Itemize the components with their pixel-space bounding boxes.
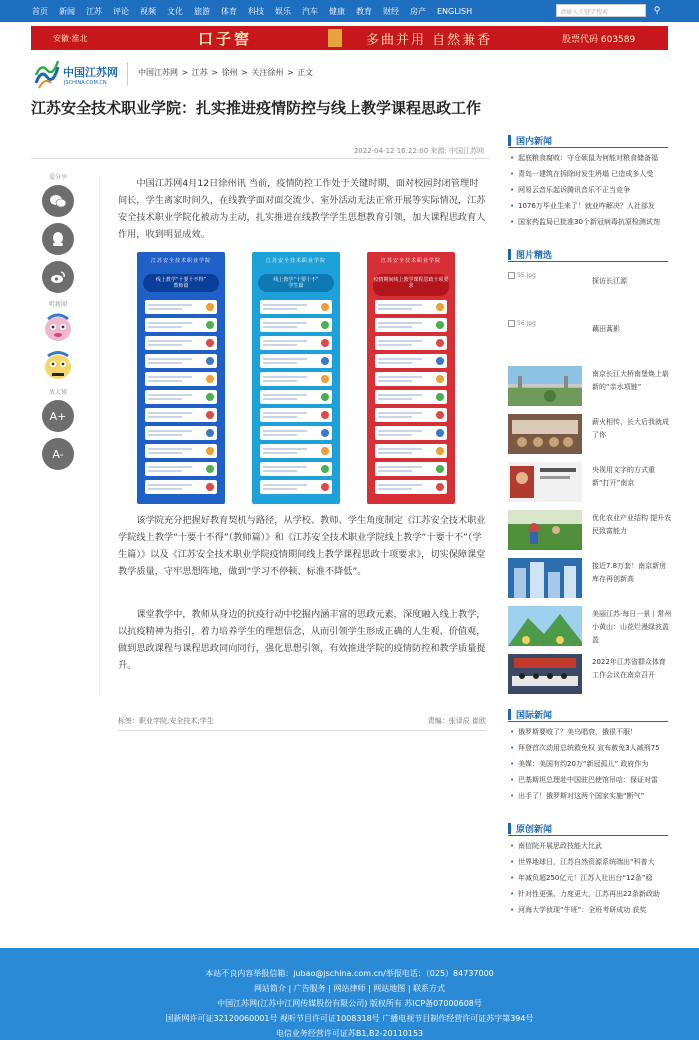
banner-stock-code: 股票代码 603589 [562, 34, 636, 45]
poster-rule-line [378, 304, 422, 306]
listen-news-label: 听新闻 [48, 301, 67, 308]
list-item[interactable]: • 1076万毕业生来了！就业咋解决？人社部发 [508, 198, 668, 214]
poster-rule-row [145, 372, 217, 386]
poster-rule-icon [206, 321, 214, 329]
nav-item-auto[interactable]: 汽车 [302, 6, 318, 16]
poster-rule-row [375, 372, 447, 386]
poster-rule-line [148, 304, 192, 306]
poster-rule-icon [436, 375, 444, 383]
poster-rule-line [263, 470, 297, 472]
poster-rule-line [378, 416, 412, 418]
nav-item-home[interactable]: 首页 [32, 6, 48, 16]
poster-rule-line [378, 470, 412, 472]
poster-rule-line [148, 466, 192, 468]
poster-rule-line [378, 326, 412, 328]
poster-rule-line [378, 344, 412, 346]
poster-rule-row [145, 408, 217, 422]
poster-rule-icon [436, 339, 444, 347]
domestic-news-section [508, 134, 668, 230]
nav-item-property[interactable]: 房产 [410, 6, 426, 16]
mascot-yellow-figure-icon [42, 349, 74, 383]
share-label: 爱分享 [48, 174, 67, 181]
poster-rule-line [148, 412, 192, 414]
poster-rule-line [263, 376, 307, 378]
top-navigation-bar [0, 0, 699, 22]
poster-rule-row [260, 462, 332, 476]
poster-rule-line [263, 484, 307, 486]
poster-rule-row [145, 390, 217, 404]
article-datetime: 2022-04-12 16:22:00 [353, 147, 429, 155]
logo-divider [127, 62, 128, 86]
section-title[interactable]: 国际新闻 [516, 711, 553, 721]
nav-item-jiangsu[interactable]: 江苏 [86, 6, 102, 16]
poster-rule-icon [321, 357, 329, 365]
picture-item[interactable] [508, 272, 668, 312]
poster-rule-line [263, 430, 307, 432]
footer-licenses: 国新网许可证32120060001号 视听节目许可证1008318号 广播电视节目制作经营许可证苏字第394号 [165, 1014, 534, 1023]
poster-rule-icon [206, 483, 214, 491]
poster-rule-icon [436, 303, 444, 311]
footer-telecom-license: 电信业务经营许可证苏B1,B2-20110153 [275, 1029, 424, 1038]
poster-rule-row [145, 336, 217, 350]
poster-rule-line [378, 394, 422, 396]
list-item[interactable]: • 年减负超250亿元！江苏人社出台“12条”稳 [508, 870, 668, 886]
poster-rule-line [378, 358, 422, 360]
breadcrumb-focus-xuzhou[interactable]: 关注徐州 [251, 68, 284, 77]
poster-rule-line [378, 380, 412, 382]
poster-rule-line [148, 430, 192, 432]
poster-head: 江苏安全技术职业学院 [265, 258, 326, 264]
poster-rule-icon [436, 321, 444, 329]
poster-rule-icon [206, 465, 214, 473]
poster-head: 江苏安全技术职业学院 [380, 258, 441, 264]
international-news-section [508, 708, 668, 804]
picture-item[interactable] [508, 606, 672, 650]
poster-rule-row [260, 336, 332, 350]
mascot-yellow-icon[interactable] [42, 349, 74, 383]
poster-rule-line [148, 362, 182, 364]
nav-item-sports[interactable]: 体育 [221, 6, 237, 16]
poster-rule-line [148, 416, 182, 418]
poster-rule-line [148, 448, 192, 450]
thumbnail-buildings-image[interactable] [508, 558, 582, 598]
poster-rule-row [375, 318, 447, 332]
nav-item-news[interactable]: 新闻 [59, 6, 75, 16]
article-title: 江苏安全技术职业学院：扎实推进疫情防控与线上教学课程思政工作 [31, 99, 482, 117]
poster-rule-row [145, 354, 217, 368]
poster-rule-line [263, 358, 307, 360]
poster-rule-line [378, 466, 422, 468]
thumbnail-mountain-image[interactable] [508, 606, 582, 646]
ad-banner[interactable] [31, 26, 668, 50]
nav-item-video[interactable]: 视频 [140, 6, 156, 16]
nav-item-entertainment[interactable]: 娱乐 [275, 6, 291, 16]
poster-rule-row [375, 444, 447, 458]
poster-rule-row [375, 336, 447, 350]
poster-group [137, 252, 457, 504]
picture-item[interactable] [508, 462, 668, 506]
poster-rule-icon [321, 393, 329, 401]
poster-rule-row [145, 480, 217, 494]
poster-ideology [367, 252, 455, 504]
breadcrumb-jiangsu[interactable]: 江苏 [191, 68, 208, 77]
qq-penguin-icon [51, 231, 65, 247]
poster-sub: 教师篇 [173, 283, 189, 289]
mascot-pink-icon[interactable] [42, 311, 74, 345]
share-divider [99, 176, 100, 696]
thumbnail-portrait-image[interactable] [508, 462, 582, 502]
site-footer [0, 948, 699, 1040]
poster-rule-icon [321, 411, 329, 419]
poster-rule-line [378, 484, 422, 486]
breadcrumb [138, 67, 314, 78]
poster-rule-line [263, 488, 297, 490]
poster-rule-line [263, 466, 307, 468]
zoom-label: 放大镜 [48, 389, 67, 396]
picture-item[interactable] [508, 510, 672, 554]
section-bar-icon [508, 249, 511, 260]
picture-caption[interactable]: 探访长江源 [592, 277, 627, 285]
poster-rule-line [263, 398, 297, 400]
poster-title-text: 疫情期间线上教学课程思政十项要求 [373, 277, 449, 289]
poster-rule-row [375, 354, 447, 368]
breadcrumb-xuzhou[interactable]: 徐州 [221, 68, 238, 77]
share-panel [38, 172, 78, 470]
article-source-label: 来源: [430, 147, 447, 155]
banner-region: 安徽·淮北 [53, 33, 88, 43]
poster-rule-line [148, 322, 192, 324]
nav-item-travel[interactable]: 旅游 [194, 6, 210, 16]
poster-rule-line [263, 448, 307, 450]
nav-item-opinion[interactable]: 评论 [113, 6, 129, 16]
picture-caption[interactable]: 藕田蒿影 [592, 325, 620, 333]
poster-rule-icon [206, 393, 214, 401]
wechat-share-icon[interactable] [42, 185, 74, 217]
picture-item[interactable] [508, 320, 668, 360]
poster-rule-row [260, 480, 332, 494]
poster-rule-line [148, 470, 182, 472]
poster-rule-row [260, 354, 332, 368]
poster-rule-row [145, 444, 217, 458]
article-tags[interactable]: 标签：职业学院;安全技术;学生 [118, 717, 214, 725]
list-item[interactable]: • 出手了！俄罗斯对这两个国家实施“断气” [508, 788, 668, 804]
section-header [508, 248, 668, 262]
poster-rule-line [378, 430, 422, 432]
breadcrumb-home[interactable]: 中国江苏网 [138, 68, 178, 77]
poster-rule-row [375, 462, 447, 476]
poster-rule-row [260, 444, 332, 458]
poster-teachers [137, 252, 225, 504]
poster-rule-line [378, 488, 412, 490]
poster-rule-line [378, 398, 412, 400]
section-bar-icon [508, 135, 511, 146]
picture-caption[interactable]: 美丽江苏·每日一景丨常州小黄山：山花烂漫绿波盈盈 [592, 610, 672, 644]
poster-rule-row [145, 462, 217, 476]
poster-rule-row [375, 426, 447, 440]
search-icon[interactable]: ⚲ [653, 6, 661, 16]
poster-rule-line [378, 308, 412, 310]
list-item[interactable]: • 青岛一建筑在拆除时发生坍塌 已造成多人受 [508, 166, 668, 182]
poster-rule-icon [206, 375, 214, 383]
poster-rule-line [148, 358, 192, 360]
poster-rule-icon [321, 303, 329, 311]
nav-item-culture[interactable]: 文化 [167, 6, 183, 16]
poster-rule-line [263, 308, 297, 310]
nav-item-english[interactable]: ENGLISH [437, 6, 473, 16]
poster-rule-line [148, 376, 192, 378]
banner-seal-icon [328, 29, 342, 47]
poster-rule-line [263, 340, 307, 342]
poster-students [252, 252, 340, 504]
poster-rule-line [263, 452, 297, 454]
zoom-out-button[interactable]: A- [42, 438, 74, 470]
poster-rule-row [260, 318, 332, 332]
broken-image-placeholder: 56.jpg [508, 320, 536, 327]
picture-caption[interactable]: 央视用文字的方式重新“打开”南京 [592, 466, 655, 487]
article-paragraph-2: 该学院充分把握好教育契机与路径，从学校、教师、学生角度制定《江苏安全技术职业学院线上教学“十要十不得”（教师篇）》和《江苏安全技术职业学院线上教学“十要十不”（学生篇）》以及《江苏安全技术职业学院疫情期间线上教学课程思政十项要求》，切实保障课堂教学质量，守牢思想阵地，做到“学习不停顿、标准不降低”。 [118, 515, 486, 577]
list-item[interactable]: • 俄罗斯要败了？美乌唱衰，俄很不服！ [508, 724, 668, 740]
poster-title [258, 274, 334, 292]
thumbnail-farm-image[interactable] [508, 510, 582, 550]
banner-slogan: 多曲并用 自然兼香 [366, 32, 493, 48]
thumbnail-bridge-image[interactable] [508, 366, 582, 406]
poster-rule-row [375, 480, 447, 494]
thumbnail-classroom-image[interactable] [508, 414, 582, 454]
breadcrumb-separator: > [211, 68, 219, 77]
section-title[interactable]: 国内新闻 [516, 137, 553, 147]
poster-rule-icon [206, 429, 214, 437]
breadcrumb-separator: > [241, 68, 248, 77]
original-news-section [508, 822, 668, 918]
poster-rule-icon [436, 429, 444, 437]
poster-rule-line [378, 362, 412, 364]
breadcrumb-separator: > [286, 68, 294, 77]
poster-rule-icon [206, 339, 214, 347]
search-input[interactable]: 请输入关键字搜索 [556, 4, 646, 17]
logo-name: 中国江苏网 [63, 66, 118, 79]
list-item[interactable]: • 美媒：美国有约20万“新冠孤儿” 政府作为 [508, 756, 668, 772]
poster-rule-icon [206, 303, 214, 311]
list-item[interactable]: • 网易云音乐起诉腾讯音乐不正当竞争 [508, 182, 668, 198]
poster-rule-line [263, 322, 307, 324]
poster-head: 江苏安全技术职业学院 [150, 258, 211, 264]
picture-item[interactable] [508, 558, 668, 602]
poster-rule-row [260, 300, 332, 314]
poster-rule-icon [321, 429, 329, 437]
poster-rule-line [148, 326, 182, 328]
poster-rule-line [263, 380, 297, 382]
poster-rule-line [378, 340, 422, 342]
poster-rule-line [148, 488, 182, 490]
poster-rule-row [145, 300, 217, 314]
poster-rule-line [148, 380, 182, 382]
poster-rule-line [263, 412, 307, 414]
poster-rule-icon [206, 357, 214, 365]
poster-rule-line [148, 452, 182, 454]
poster-rule-line [378, 412, 422, 414]
banner-brand: 口子窖 [198, 29, 253, 48]
poster-title [373, 274, 449, 296]
section-bar-icon [508, 709, 511, 720]
weibo-glyph-icon [50, 270, 66, 284]
section-title[interactable]: 图片精选 [516, 251, 553, 261]
breadcrumb-separator: > [181, 68, 189, 77]
poster-rule-icon [436, 411, 444, 419]
poster-rule-icon [321, 447, 329, 455]
poster-rule-line [148, 434, 182, 436]
poster-rule-line [263, 362, 297, 364]
article-editor: 责编：张译辰 崔欧 [427, 717, 486, 725]
article-paragraph-1: 中国江苏网4月12日徐州讯 当前，疫情防控工作处于关键时期，面对校园封闭管理时间长，学生离家时间久，在线教学面对面交流少、室外活动无法正常开展等实际情况，江苏安全技术职业学院化被动为主动，扎实推进在线教学学生思想教育引领，加大课程思政育人作用，收到明显成效。 [118, 178, 486, 240]
poster-rule-line [378, 376, 422, 378]
section-bar-icon [508, 823, 511, 834]
list-item[interactable]: • 南信院开展思政技能大比武 [508, 838, 668, 854]
poster-rule-line [378, 448, 422, 450]
article-end-divider [118, 730, 486, 731]
list-item[interactable]: • 世界地球日，江苏自然资源系统端出“科普大 [508, 854, 668, 870]
poster-sub: 学生篇 [288, 283, 304, 289]
poster-rule-line [263, 394, 307, 396]
nav-item-finance[interactable]: 财经 [383, 6, 399, 16]
section-header [508, 822, 668, 836]
poster-rule-line [148, 398, 182, 400]
poster-rule-row [260, 372, 332, 386]
poster-title [143, 274, 219, 292]
footer-links[interactable]: 网站简介 | 广告服务 | 网站律师 | 网站地图 | 联系方式 [253, 984, 446, 993]
poster-rule-icon [321, 483, 329, 491]
article-meta [310, 146, 484, 156]
poster-rule-line [148, 308, 182, 310]
section-title[interactable]: 原创新闻 [516, 825, 553, 835]
list-item[interactable]: • 针对性更强、力度更大，江苏再出22条新政助 [508, 886, 668, 902]
picture-caption[interactable]: 薪火相传，长大后我就成了你 [592, 418, 669, 439]
poster-rule-line [378, 322, 422, 324]
list-item[interactable]: • 河海大学侦现“牛班”：全班考研成功 获奖 [508, 902, 668, 918]
nav-item-health[interactable]: 健康 [329, 6, 345, 16]
site-logo[interactable] [33, 59, 125, 93]
section-header [508, 134, 668, 148]
poster-rule-line [148, 340, 192, 342]
footer-report-line[interactable]: 本站不良内容举报信箱：jubao@jschina.com.cn/举报电话：（025）84737000 [205, 969, 494, 978]
nav-item-education[interactable]: 教育 [356, 6, 372, 16]
poster-rule-row [260, 426, 332, 440]
article-paragraph-3: 课堂教学中，教师从身边的抗疫行动中挖掘内涵丰富的思政元素，深度融入线上教学，以抗疫精神为指引，着力培养学生的理想信念，从而引领学生形成正确的人生观、价值观，做到思政课程与课程思政同向同行，强化思想引领，有效推进学院的疫情防控和教学质量提升。 [118, 609, 486, 671]
nav-items [32, 0, 483, 22]
poster-rule-row [375, 408, 447, 422]
qq-share-icon[interactable] [42, 223, 74, 255]
picture-caption[interactable]: 优化农业产业结构 提升农民致富能力 [592, 514, 672, 535]
picture-item[interactable] [508, 654, 668, 698]
poster-rule-icon [321, 465, 329, 473]
poster-rule-icon [321, 375, 329, 383]
footer-copyright: 中国江苏网(江苏中江网传媒股份有限公司) 版权所有 苏ICP备07000608号 [217, 999, 482, 1008]
section-header [508, 708, 668, 722]
picture-caption[interactable]: 南京长江大桥南堡焕上崭新的“亲水项链” [592, 370, 669, 391]
poster-rule-row [260, 408, 332, 422]
nav-item-tech[interactable]: 科技 [248, 6, 264, 16]
poster-rule-icon [436, 357, 444, 365]
picture-item[interactable] [508, 366, 668, 410]
logo-domain: JSCHINA.COM.CN [64, 80, 107, 86]
poster-rule-line [263, 434, 297, 436]
title-divider [31, 158, 490, 159]
poster-rule-row [145, 426, 217, 440]
list-item[interactable]: • 国家药监局已批准30个新冠病毒抗原检测试剂 [508, 214, 668, 230]
poster-rule-icon [321, 321, 329, 329]
poster-rule-line [263, 304, 307, 306]
poster-rule-icon [206, 411, 214, 419]
broken-image-placeholder: 55.jpg [508, 272, 536, 279]
pictures-section [508, 248, 668, 262]
poster-title-text: 线上教学“十要十不” [273, 277, 319, 283]
poster-title-text: 线上教学“十要十不得” [155, 277, 207, 283]
poster-rule-row [375, 300, 447, 314]
picture-caption[interactable]: 2022年江苏省群众体育工作会议在南京召开 [592, 658, 666, 679]
poster-rule-line [378, 452, 412, 454]
thumbnail-meeting-image[interactable] [508, 654, 582, 694]
poster-rule-icon [321, 339, 329, 347]
picture-caption[interactable]: 接近7.8万套！南京新房库存再创新高 [592, 562, 667, 583]
poster-rule-line [378, 434, 412, 436]
poster-rule-row [260, 390, 332, 404]
article-source[interactable]: 中国江苏网 [449, 147, 484, 155]
zoom-in-button[interactable]: A+ [42, 400, 74, 432]
poster-rule-icon [436, 393, 444, 401]
breadcrumb-current: 正文 [297, 68, 314, 77]
poster-rule-line [263, 416, 297, 418]
list-item[interactable]: • 拜登首次动用总统救免权 宣布赦免3人减刑75 [508, 740, 668, 756]
logo-mark-icon [33, 59, 61, 89]
list-item[interactable]: • 巴基斯坦总理赴中国驻巴使馆吊唁：保证对雷 [508, 772, 668, 788]
poster-rule-line [148, 484, 192, 486]
list-item[interactable]: • 起底粮食腐败：守仓硕鼠为何能对粮食储备福 [508, 150, 668, 166]
wechat-glyph-icon [50, 194, 66, 208]
poster-rule-line [148, 344, 182, 346]
mascot-pink-figure-icon [42, 311, 74, 345]
weibo-share-icon[interactable] [42, 261, 74, 293]
poster-rule-icon [206, 447, 214, 455]
picture-item[interactable] [508, 414, 668, 458]
poster-rule-line [263, 344, 297, 346]
poster-rule-line [148, 394, 192, 396]
poster-rule-icon [436, 465, 444, 473]
poster-rule-row [145, 318, 217, 332]
poster-rule-row [375, 390, 447, 404]
poster-rule-icon [436, 447, 444, 455]
poster-rule-line [263, 326, 297, 328]
poster-rule-icon [436, 483, 444, 491]
